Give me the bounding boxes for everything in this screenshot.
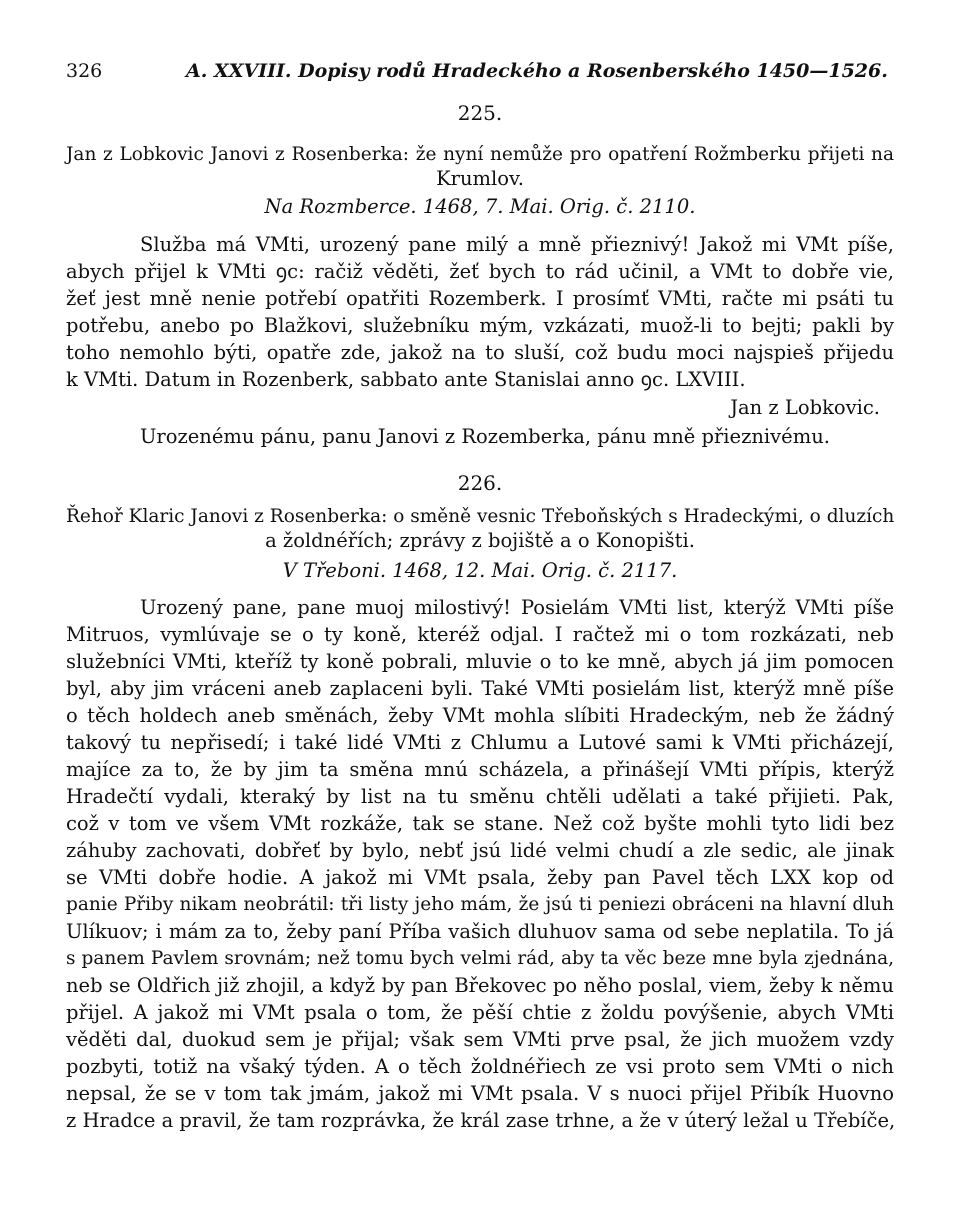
body-line: věděti dal, duokud sem je přijal; však sem VMti prve psal, že jich muožem vzdy — [66, 1028, 894, 1051]
body-line: se VMti dobře hodie. A jakož mi VMt psala, žeby pan Pavel těch LXX kop od — [66, 866, 894, 889]
body-line: nepsal, že se v tom tak jmám, jakož mi VMt psala. V s nuoci přijel Přibík Huovno — [66, 1082, 894, 1105]
body-line: toho nemohlo býti, opatře zde, jakož na to sluší, což budu moci najspieš přijedu — [66, 341, 894, 364]
body-line: přijel. A jakož mi VMt psala o tom, že pěší chtie z žoldu povýšenie, abych VMti — [66, 1001, 894, 1024]
body-line: Služba má VMti, urozený pane milý a mně přieznivý! Jakož mi VMt píše, — [140, 233, 894, 256]
body-line: Ulíkuov; i mám za to, žeby paní Příba vašich dluhuov sama od sebe neplatila. To já — [66, 920, 894, 943]
body-line: služebníci VMti, kteříž ty koně pobrali, mluvie o to ke mně, abych já jim pomocen — [66, 650, 894, 673]
letter-summary-line: Řehoř Klaric Janovi z Rosenberka: o směně vesnic Třeboňských s Hradeckými, o dluzích — [66, 506, 895, 527]
body-line: potřebu, anebo po Blažkovi, služebníku mým, vzkázati, muož-li to bejti; pakli by — [66, 314, 894, 337]
body-line: s panem Pavlem srovnám; než tomu bych velmi rád, aby ta věc beze mne byla zjednána, — [66, 948, 894, 969]
body-line: k VMti. Datum in Rozenberk, sabbato ante Stanislai anno ꝯc. LXVIII. — [66, 368, 746, 391]
letter-number: 226. — [457, 471, 503, 495]
running-title: A. XXVIII. Dopisy rodů Hradeckého a Rosenberského 1450—1526. — [186, 60, 888, 82]
body-line: abych přijel k VMti ꝯc: račiž věděti, žeť bych to rád učinil, a VMt to dobře vie, — [66, 260, 894, 283]
body-line: záhuby zachovati, dobřeť by bylo, nebť jsú lidé velmi chudí a zle sedic, ale jinak — [66, 839, 894, 862]
letter-summary-line: a žoldnéřích; zprávy z bojiště a o Konopišti. — [265, 529, 695, 552]
body-line: Mitruos, vymlúvaje se o ty koně, kteréž odjal. I račtež mi o tom rozkázati, neb — [66, 623, 894, 646]
letter-number: 225. — [457, 101, 503, 125]
body-line: Urozený pane, pane muoj milostivý! Posielám VMti list, kterýž VMti píše — [140, 596, 894, 619]
letter-dateline: V Třeboni. 1468, 12. Mai. Orig. č. 2117. — [282, 559, 678, 582]
letter-summary-line: Jan z Lobkovic Janovi z Rosenberka: že nyní nemůže pro opatření Rožmberku přijeti na — [66, 144, 894, 165]
body-line: panie Přiby nikam neobrátil: tři listy jeho mám, že jsú ti peniezi obráceni na hlavní dluh — [66, 894, 894, 915]
letter-signature: Jan z Lobkovic. — [730, 396, 880, 419]
body-line: žeť jest mně nenie potřebí opatřiti Rozemberk. I prosímť VMti, račte mi psáti tu — [66, 287, 894, 310]
letter-summary-line: Krumlov. — [436, 167, 524, 190]
letter-address: Urozenému pánu, panu Janovi z Rozemberka, pánu mně přieznivému. — [140, 425, 830, 448]
body-line: pozbyti, totiž na všaký týden. A o těch žoldnéřiech ze vsi proto sem VMti o nich — [66, 1055, 894, 1078]
body-line: byl, aby jim vráceni aneb zaplaceni byli. Také VMti posielám list, kterýž mně píše — [66, 677, 894, 700]
letter-dateline: Na Rozmberce. 1468, 7. Mai. Orig. č. 2110. — [264, 195, 696, 218]
body-line: z Hradce a pravil, že tam rozprávka, že král zase trhne, a že v úterý ležal u Třebíče, — [66, 1109, 896, 1132]
body-line: neb se Oldřich již zhojil, a když by pan Břekovec po něho poslal, viem, žeby k němu — [66, 974, 894, 997]
page-number: 326 — [66, 60, 103, 82]
body-line: o těch holdech aneb směnách, žeby VMt mohla slíbiti Hradeckým, neb že žádný — [66, 704, 894, 727]
body-line: Hradečtí vydali, kteraký by list na tu směnu chtěli udělati a také přijieti. Pak, — [66, 785, 894, 808]
body-line: majíce za to, že by jim ta směna mnú scházela, a přinášejí VMti přípis, kterýž — [66, 758, 894, 781]
body-line: takový tu nepřisedí; i také lidé VMti z Chlumu a Lutové sami k VMti přicházejí, — [66, 731, 894, 754]
body-line: což v tom ve všem VMt rozkáže, tak se stane. Než což byšte mohli tyto lidi bez — [66, 812, 894, 835]
